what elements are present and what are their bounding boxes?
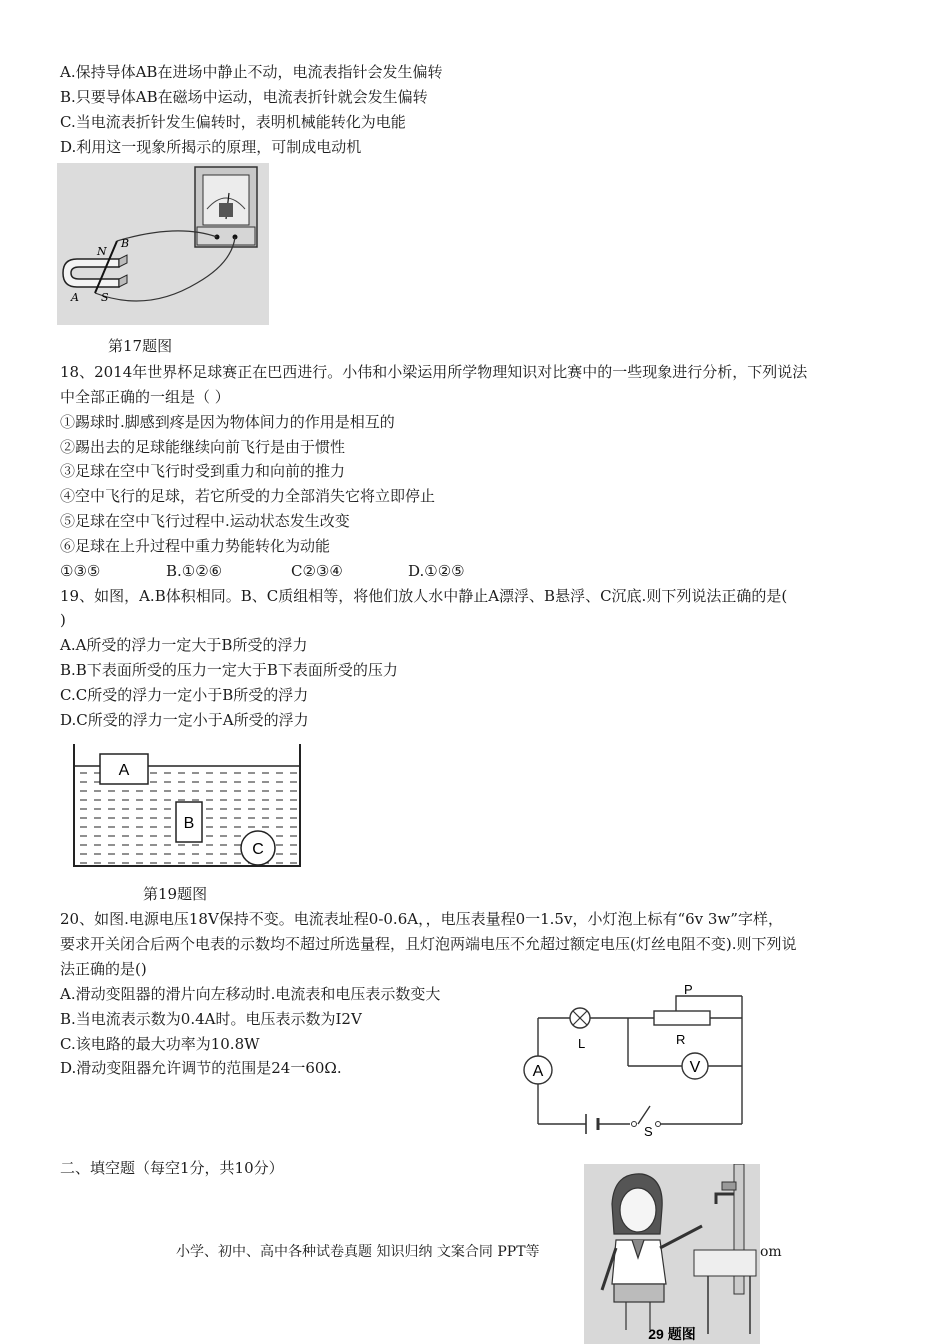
q20-option-c: C.该电路的最大功率为10.8W [60, 1035, 260, 1053]
q20-stem-line3: 法正确的是() [60, 960, 147, 978]
circuit-label-r: R [676, 1032, 686, 1047]
circuit-label-s: S [644, 1124, 653, 1136]
q18-item-5: ⑤足球在空中飞行过程中.运动状态发生改变 [60, 512, 350, 530]
galvanometer-icon [195, 167, 257, 247]
fig19-label-c: C [252, 841, 264, 858]
q19-caption: 第19题图 [143, 885, 208, 903]
q19-option-c: C.C所受的浮力一定小于B所受的浮力 [60, 686, 309, 704]
battery-icon [586, 1114, 598, 1134]
fig17-label-b: B [121, 237, 130, 250]
q18-stem-line2: 中全部正确的一组是（ ） [60, 388, 230, 406]
fig17-label-s: S [101, 291, 109, 304]
q17-figure [57, 163, 269, 325]
q19-stem-line2: ) [60, 611, 66, 629]
q17-option-d: D.利用这一现象所揭示的原理，可制成电动机 [60, 138, 362, 156]
q19-figure [64, 742, 310, 872]
q17-option-b: B.只要导体AB在磁场中运动，电流表折针就会发生偏转 [60, 88, 428, 106]
q17-option-a: A.保持导体AB在进场中静止不动，电流表指针会发生偏转 [60, 63, 443, 81]
q18-item-6: ⑥足球在上升过程中重力势能转化为动能 [60, 537, 331, 555]
circuit-label-l: L [578, 1036, 586, 1051]
rheostat-resistor [654, 1011, 710, 1025]
fig19-label-a: A [118, 762, 130, 779]
circuit-label-v: V [689, 1059, 701, 1076]
fig17-label-n: N [97, 245, 107, 258]
q18-item-1: ①踢球时.脚感到疼是因为物体间力的作用是相互的 [60, 413, 395, 431]
footer-text: 小学、初中、高中各种试卷真题 知识归纳 文案合同 PPT等 [176, 1244, 540, 1260]
q20-stem-line2: 要求开关闭合后两个电表的示数均不超过所选量程，且灯泡两端电压不允超过额定电压(灯丝电阻不变).则下列说 [60, 935, 797, 953]
q18-choice-a: ①③⑤ [60, 562, 101, 580]
q20-option-b: B.当电流表示数为0.4A时。电压表示数为I2V [60, 1010, 362, 1028]
q18-choice-c: C②③④ [291, 562, 343, 580]
q20-option-d: D.滑动变阻器允许调节的范围是24一60Ω. [60, 1059, 342, 1077]
fig29-caption: 29 题图 [648, 1326, 696, 1342]
footer-tail: om [760, 1244, 782, 1260]
circuit-label-p: P [684, 984, 693, 997]
switch-icon [632, 1122, 637, 1127]
q19-option-a: A.A所受的浮力一定大于B所受的浮力 [60, 636, 308, 654]
circuit-label-a: A [532, 1063, 544, 1080]
q17-option-c: C.当电流表折针发生偏转时，表明机械能转化为电能 [60, 113, 406, 131]
q19-stem-line1: 19、如图，A.B体积相同。B、C质组相等，将他们放人水中静止A漂浮、B悬浮、C沉底.则下列说法正确的是( [60, 587, 788, 605]
q20-option-a: A.滑动变阻器的滑片向左移动时.电流表和电压表示数变大 [60, 985, 441, 1003]
q18-stem-line1: 18、2014年世界杯足球赛正在巴西进行。小伟和小梁运用所学物理知识对比赛中的一些现象进行分析，下列说法 [60, 363, 808, 381]
section2-title: 二、填空题（每空1分，共10分） [60, 1159, 284, 1177]
q18-item-4: ④空中飞行的足球，若它所受的力全部消失它将立即停止 [60, 487, 436, 505]
fig29-figure [584, 1164, 760, 1344]
fig17-label-a: A [71, 291, 79, 304]
q20-circuit-figure [518, 984, 750, 1136]
q20-stem-line1: 20、如图.电源电压18V保持不变。电流表址程0-0.6A，，电压表量程0一1.5v，小灯泡上标有“6v 3w”字样， [60, 910, 783, 928]
q17-caption: 第17题图 [108, 337, 173, 355]
q18-choice-d: D.①②⑤ [408, 562, 465, 580]
fig19-label-b: B [183, 815, 195, 832]
q19-option-b: B.B下表面所受的压力一定大于B下表面所受的压力 [60, 661, 398, 679]
q18-choice-b: B.①②⑥ [166, 562, 223, 580]
q18-item-2: ②踢出去的足球能继续向前飞行是由于惯性 [60, 438, 346, 456]
q19-option-d: D.C所受的浮力一定小于A所受的浮力 [60, 711, 309, 729]
lamp-icon [570, 1008, 590, 1028]
q18-item-3: ③足球在空中飞行时受到重力和向前的推力 [60, 462, 346, 480]
